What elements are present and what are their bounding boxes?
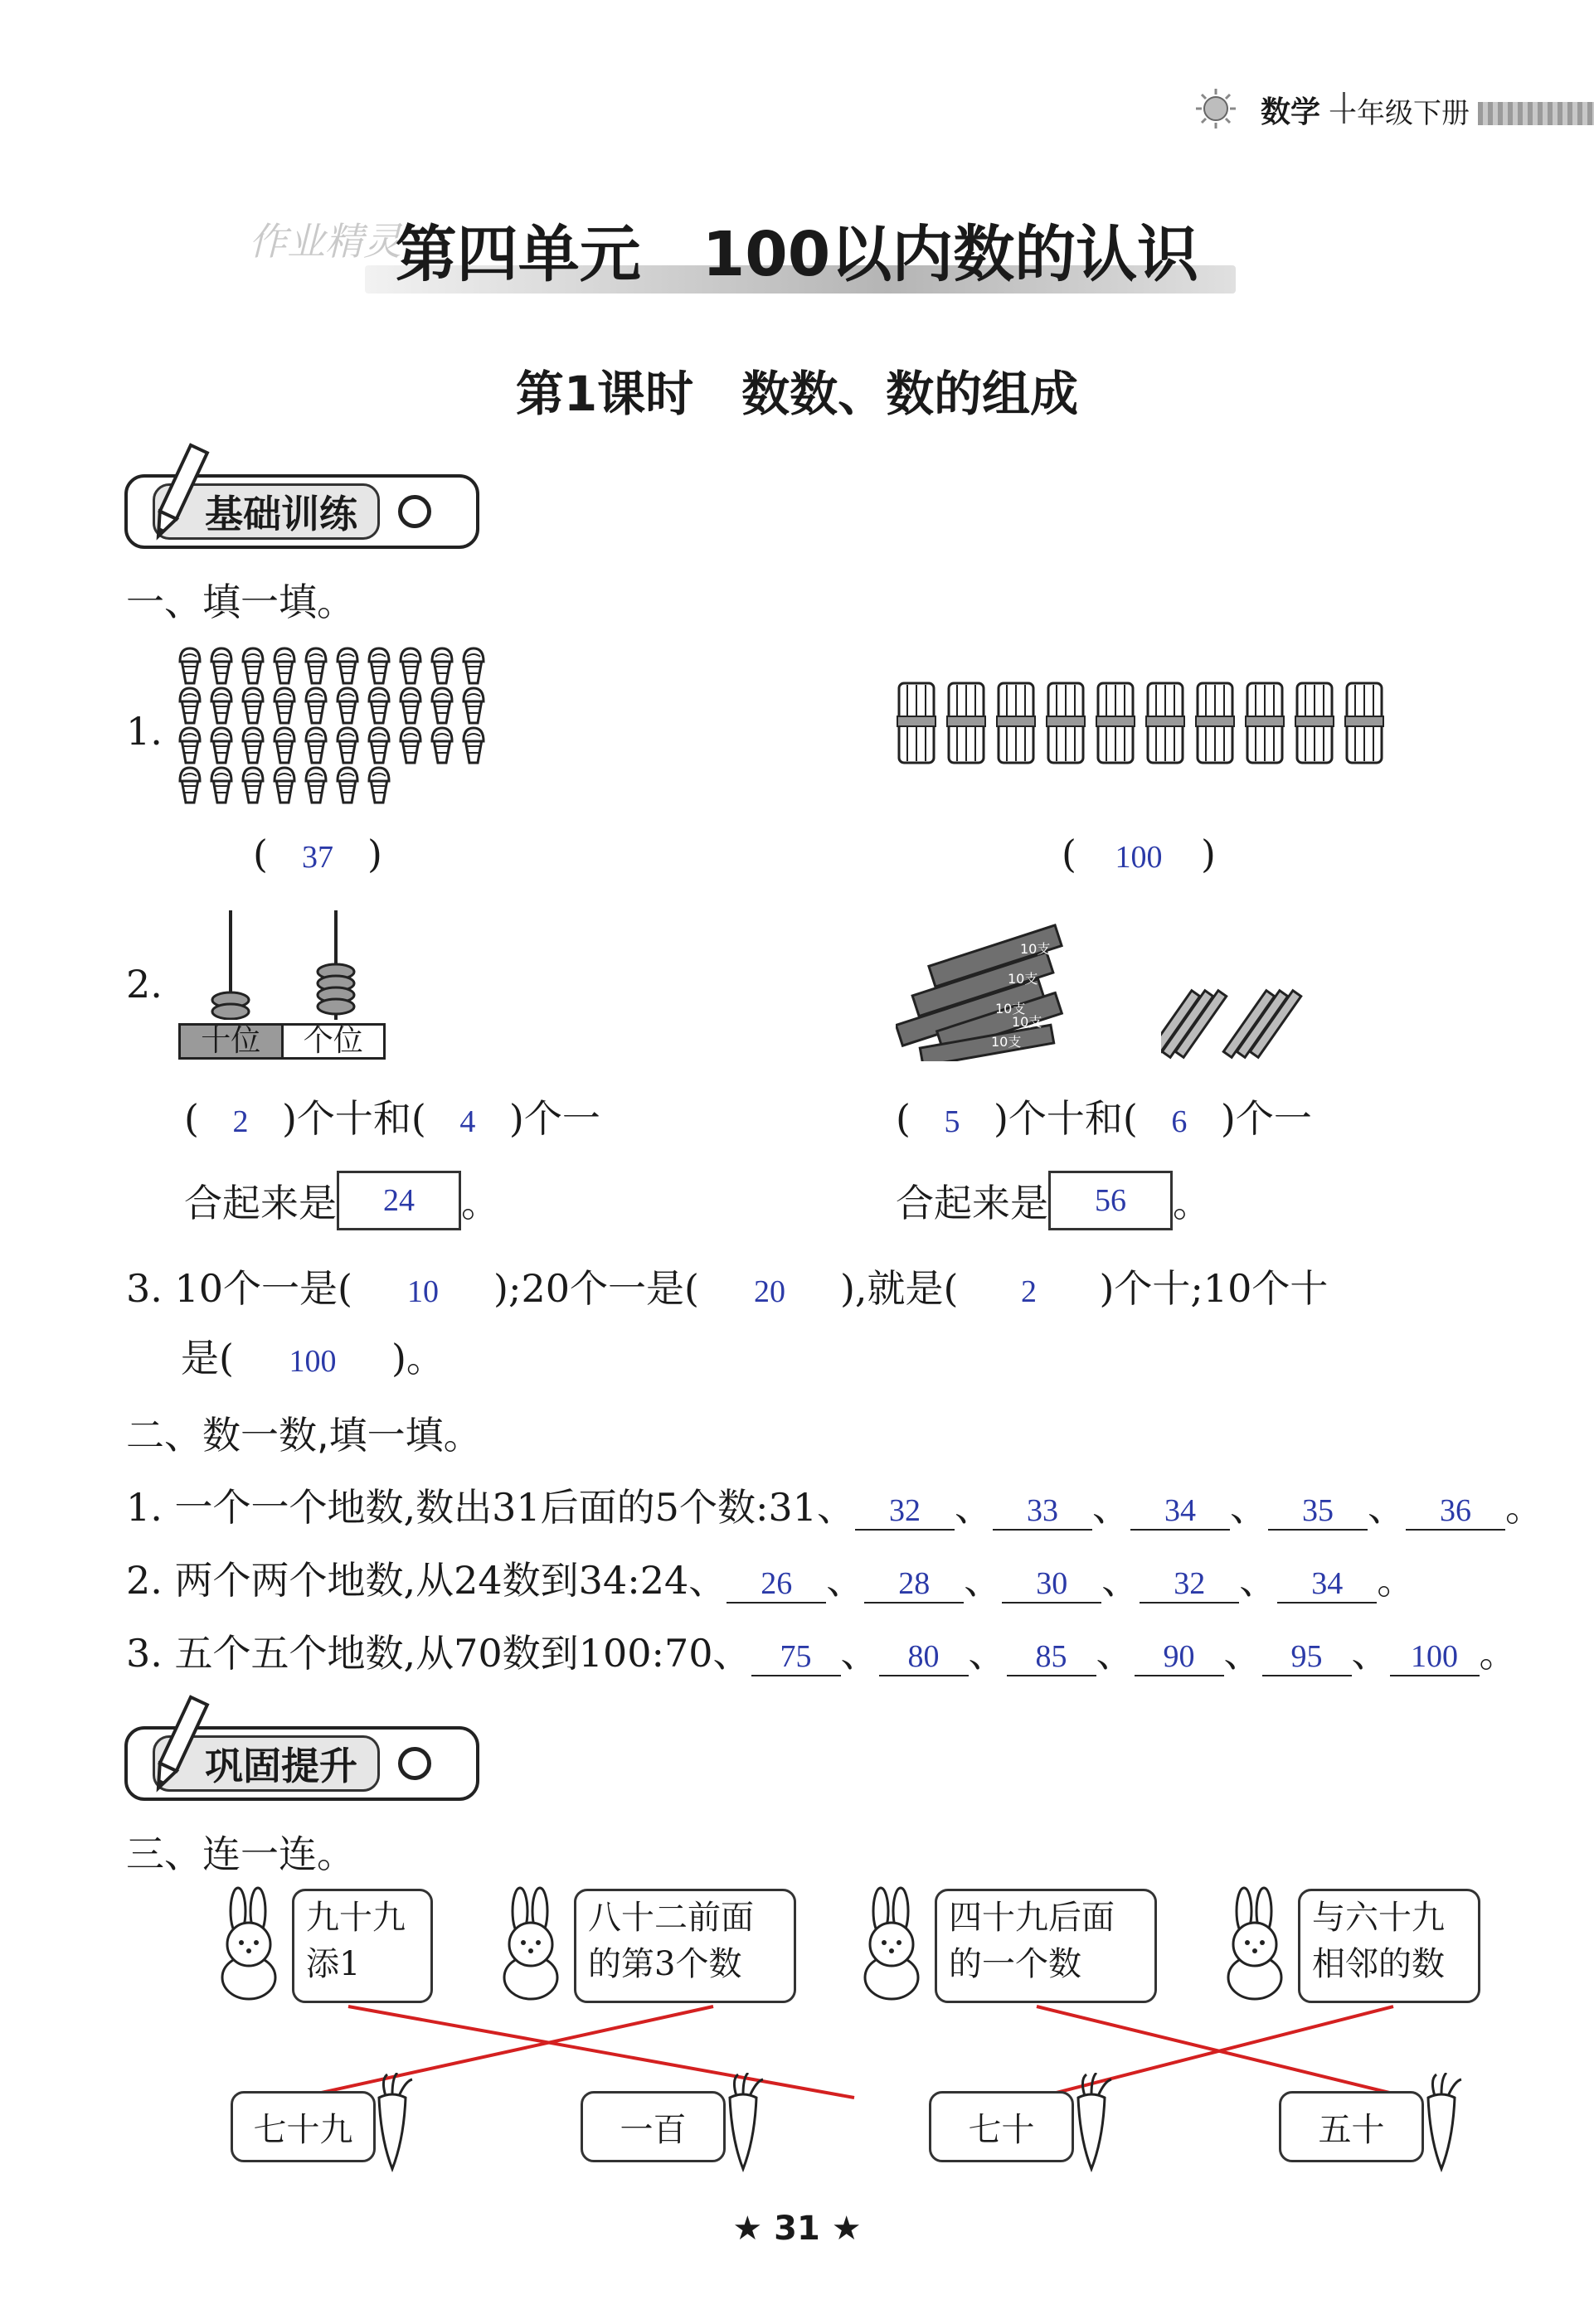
- watermark: 作业精灵: [249, 219, 401, 264]
- ice-cream-icon: [369, 728, 389, 763]
- bundle-icons: [896, 680, 1410, 774]
- ice-cream-icon: [180, 648, 200, 683]
- answer-blank: 32: [1140, 1565, 1239, 1604]
- abacus-tens-label: 十位: [181, 1026, 284, 1057]
- total-label: 合起来是: [184, 1181, 337, 1225]
- q2-right-total-row: [896, 1171, 1211, 1230]
- q1-left-answer-paren: [253, 832, 382, 876]
- part2-row-2: 2. 两个两个地数,从24数到34:24、 26 、 28 、 30 、 32 、 34 。: [126, 1558, 1416, 1603]
- q1-right-answer-paren: [1062, 832, 1216, 876]
- q3-number: 3.: [126, 1266, 163, 1311]
- ice-cream-icon: [369, 688, 389, 723]
- carrot-icon: [1418, 2073, 1465, 2172]
- header-grade: 一年级下册: [1329, 97, 1470, 130]
- ice-cream-icon: [180, 728, 200, 763]
- stick-bundle-icon: [1146, 683, 1184, 763]
- carrot-icon: [720, 2073, 766, 2172]
- q3-answer-2: 20: [753, 1274, 785, 1309]
- answer-blank: 95: [1262, 1638, 1352, 1676]
- part2-heading: 二、数一数,填一填。: [126, 1413, 482, 1458]
- ice-cream-icon: [306, 648, 326, 683]
- paren-right: ): [281, 1096, 297, 1141]
- q3-text: 10个一是(: [174, 1266, 352, 1311]
- q1-number: 1.: [126, 709, 163, 754]
- ice-cream-icons: [178, 647, 502, 813]
- ice-cream-icon: [211, 688, 231, 723]
- rabbit-icon: [493, 1886, 568, 2002]
- q2-left-text: [184, 1089, 600, 1143]
- answer-blank: 36: [1406, 1492, 1505, 1531]
- stick-bundle-icon: [1246, 683, 1284, 763]
- match-line: [348, 2006, 854, 2098]
- row-text: 两个两个地数,从24数到34:24、: [174, 1558, 727, 1603]
- bundle-tag: 10支: [1020, 941, 1051, 957]
- abacus-ones-label: 个位: [303, 1024, 363, 1058]
- carrot-icon: [369, 2073, 416, 2172]
- bundle-tag: 10支: [995, 1001, 1026, 1016]
- ice-cream-icon: [306, 768, 326, 803]
- card-line: 八十二前面: [588, 1899, 754, 1937]
- q2-left-tens: 2: [232, 1104, 249, 1139]
- part2-row-3: 3. 五个五个地数,从70数到100:70、 75 、 80 、 85 、 90 、 95 、 100 。: [126, 1631, 1518, 1676]
- ice-cream-icon: [243, 688, 263, 723]
- ice-cream-icon: [211, 728, 231, 763]
- header-stripe: [1478, 102, 1594, 125]
- q3-text: 是(: [181, 1336, 234, 1380]
- page-number-value: 31: [774, 2210, 820, 2248]
- q2-left-tens-label: 个十和: [296, 1096, 411, 1141]
- q1-right-answer: 100: [1115, 840, 1163, 875]
- bunny-card-1: [292, 1889, 433, 2003]
- ice-cream-icon: [275, 768, 294, 803]
- row-number: 3.: [126, 1631, 163, 1676]
- row-text: 五个五个地数,从70数到100:70、: [174, 1631, 751, 1676]
- answer-blank: 30: [1002, 1565, 1101, 1604]
- card-line: 的第3个数: [588, 1945, 742, 1983]
- card-line: 相邻的数: [1312, 1945, 1445, 1983]
- answer-blank: 34: [1277, 1565, 1377, 1604]
- ice-cream-icon: [180, 768, 200, 803]
- paren-left: (: [1062, 832, 1076, 876]
- stick-bundle-icon: [1196, 683, 1234, 763]
- row-text: 一个一个地数,数出31后面的5个数:31、: [174, 1485, 855, 1530]
- q2-right-ones: 6: [1171, 1104, 1188, 1139]
- q2-right-tens-label: 个十和: [1008, 1096, 1123, 1141]
- unit-title: 第四单元 100以内数的认识: [395, 219, 1199, 290]
- stick-bundle-icon: [1047, 683, 1085, 763]
- paren-left: (: [1122, 1096, 1138, 1141]
- q3-line1: [126, 1259, 1328, 1313]
- ice-cream-icon: [338, 688, 357, 723]
- stick-bundle-icon: [1096, 683, 1135, 763]
- card-line: 与六十九: [1312, 1899, 1445, 1937]
- ice-cream-icon: [338, 768, 357, 803]
- q2-left-total-row: [184, 1171, 499, 1230]
- header-subject: 数学: [1260, 95, 1320, 129]
- row-number: 1.: [126, 1485, 163, 1530]
- rabbit-icon: [211, 1886, 286, 2002]
- paren-left: (: [253, 832, 268, 876]
- q2-left-total-box: 24: [337, 1171, 461, 1230]
- ice-cream-icon: [243, 728, 263, 763]
- part3-heading: 三、连一连。: [126, 1832, 355, 1876]
- carrot-card-3: 七十: [929, 2091, 1074, 2162]
- paren-right: ): [1200, 832, 1216, 876]
- ice-cream-icon: [243, 648, 263, 683]
- stick-bundle-icon: [997, 683, 1035, 763]
- stick-bundle-icon: [1295, 683, 1334, 763]
- stick-bundles-icon: [896, 920, 1103, 1061]
- lesson-title: 第1课时 数数、数的组成: [515, 366, 1079, 422]
- card-line: 的一个数: [949, 1945, 1081, 1983]
- single-sticks-icon: [1161, 962, 1319, 1061]
- ice-cream-icon: [432, 728, 452, 763]
- pencil-icon: [133, 1691, 224, 1799]
- ice-cream-icon: [211, 768, 231, 803]
- q3-text: ),就是(: [839, 1266, 959, 1311]
- carrot-icon: [1068, 2073, 1115, 2172]
- period: 。: [461, 1181, 499, 1225]
- bunny-card-4: [1298, 1889, 1480, 2003]
- match-line: [299, 2006, 713, 2098]
- answer-blank: 26: [727, 1565, 826, 1604]
- pencil-icon: [133, 439, 224, 547]
- bundle-tag: 10支: [991, 1034, 1022, 1050]
- ice-cream-icon: [432, 688, 452, 723]
- answer-blank: 32: [855, 1492, 955, 1531]
- q2-right-tens: 5: [944, 1104, 960, 1139]
- rabbit-icon: [854, 1886, 929, 2002]
- paren-left: (: [411, 1096, 426, 1141]
- paren-right: ): [367, 832, 382, 876]
- q3-answer-3: 2: [1020, 1274, 1037, 1309]
- section-badge-label: 基础训练: [153, 483, 380, 540]
- q3-answer-4: 100: [289, 1344, 337, 1379]
- bunny-card-2: [574, 1889, 796, 2003]
- carrot-card-1: 七十九: [231, 2091, 376, 2162]
- abacus-place-labels: [178, 1023, 386, 1060]
- ice-cream-icon: [369, 768, 389, 803]
- total-label: 合起来是: [896, 1181, 1048, 1225]
- answer-blank: 28: [864, 1565, 964, 1604]
- ice-cream-icon: [338, 728, 357, 763]
- ice-cream-icon: [275, 728, 294, 763]
- answer-blank: 35: [1268, 1492, 1368, 1531]
- answer-blank: 75: [751, 1638, 841, 1676]
- answer-blank: 34: [1130, 1492, 1230, 1531]
- row-number: 2.: [126, 1558, 163, 1603]
- ice-cream-icon: [432, 648, 452, 683]
- paren-right: ): [508, 1096, 524, 1141]
- ice-cream-icon: [275, 688, 294, 723]
- paren-left: (: [896, 1096, 911, 1141]
- q3-line2: [181, 1328, 445, 1383]
- section-badge-label: 巩固提升: [153, 1735, 380, 1792]
- answer-blank: 90: [1135, 1638, 1224, 1676]
- stick-bundle-icon: [1345, 683, 1383, 763]
- q2-left-ones: 4: [459, 1104, 476, 1139]
- q2-right-text: [896, 1089, 1312, 1143]
- bundle-tag: 10支: [1008, 971, 1038, 987]
- bunny-card-3: [935, 1889, 1157, 2003]
- part1-heading: 一、填一填。: [126, 580, 355, 624]
- ice-cream-icon: [211, 648, 231, 683]
- ice-cream-icon: [401, 648, 420, 683]
- paren-left: (: [184, 1096, 199, 1141]
- ice-cream-icon: [401, 688, 420, 723]
- card-line: 添1: [306, 1945, 361, 1983]
- ice-cream-icon: [464, 728, 484, 763]
- ice-cream-icon: [275, 648, 294, 683]
- q2-number: 2.: [126, 962, 163, 1007]
- period: 。: [1173, 1181, 1211, 1225]
- part2-row-1: 1. 一个一个地数,数出31后面的5个数:31、 32 、 33 、 34 、 35 、 36 。: [126, 1485, 1543, 1530]
- paren-right: ): [1220, 1096, 1236, 1141]
- ring-icon: [398, 1747, 431, 1780]
- q3-text: )。: [391, 1336, 445, 1380]
- card-line: 九十九: [306, 1899, 406, 1937]
- answer-blank: 85: [1007, 1638, 1096, 1676]
- page-header: [18, 87, 1594, 137]
- ice-cream-icon: [338, 648, 357, 683]
- ice-cream-icon: [464, 648, 484, 683]
- carrot-card-4: 五十: [1279, 2091, 1424, 2162]
- answer-blank: 100: [1390, 1638, 1480, 1676]
- q3-text: )个十;10个十: [1099, 1266, 1329, 1311]
- ice-cream-icon: [180, 688, 200, 723]
- paren-right: ): [993, 1096, 1008, 1141]
- carrot-card-2: 一百: [581, 2091, 726, 2162]
- q1-left-answer: 37: [301, 840, 333, 875]
- ice-cream-icon: [306, 728, 326, 763]
- q3-text: );20个一是(: [493, 1266, 699, 1311]
- answer-blank: 80: [879, 1638, 969, 1676]
- ice-cream-icon: [464, 688, 484, 723]
- ice-cream-icon: [306, 688, 326, 723]
- q2-right-ones-label: 个一: [1235, 1096, 1312, 1141]
- q3-answer-1: 10: [407, 1274, 439, 1309]
- q2-right-total-box: 56: [1048, 1171, 1173, 1230]
- sun-icon: [1194, 87, 1237, 130]
- answer-blank: 33: [993, 1492, 1092, 1531]
- page-number: ★ 31 ★: [732, 2210, 862, 2248]
- ring-icon: [398, 495, 431, 528]
- ice-cream-icon: [401, 728, 420, 763]
- card-line: 四十九后面: [949, 1899, 1115, 1937]
- q2-left-ones-label: 个一: [523, 1096, 600, 1141]
- abacus: [178, 904, 390, 1061]
- ice-cream-icon: [243, 768, 263, 803]
- stick-bundle-icon: [947, 683, 985, 763]
- ice-cream-icon: [369, 648, 389, 683]
- stick-bundle-icon: [897, 683, 936, 763]
- rabbit-icon: [1217, 1886, 1292, 2002]
- bundle-tag: 10支: [1012, 1014, 1042, 1030]
